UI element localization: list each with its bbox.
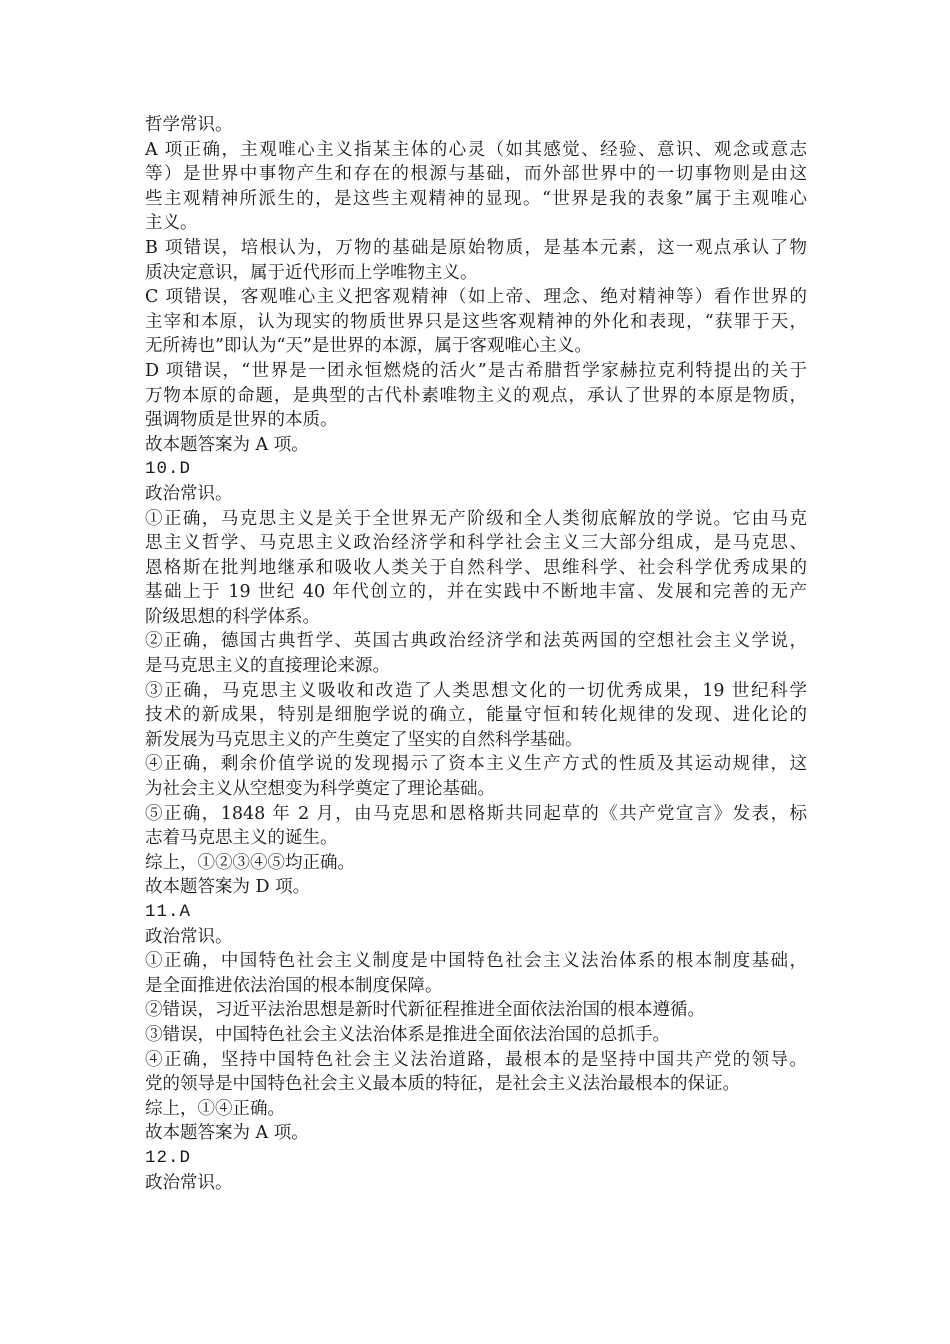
text-line: 志着马克思主义的诞生。	[145, 828, 338, 849]
paragraph	[145, 1171, 807, 1196]
paragraph	[145, 925, 807, 950]
text-line: A 项正确，主观唯心主义指某主体的心灵（如其感觉、经验、意识、观念或意志	[145, 139, 807, 160]
paragraph	[145, 851, 807, 876]
paragraph	[145, 998, 807, 1023]
text-line: 基础上于 19 世纪 40 年代创立的，并在实践中不断地丰富、发展和完善的无产	[145, 582, 807, 603]
question-number	[145, 900, 807, 925]
text-line: 故本题答案为 A 项。	[145, 434, 309, 455]
paragraph	[145, 1121, 807, 1146]
text-line: 是全面推进依法治国的根本制度保障。	[145, 975, 443, 996]
paragraph	[145, 113, 807, 138]
text-line: 强调物质是世界的本质。	[145, 410, 338, 431]
text-line: 质决定意识，属于近代形而上学唯物主义。	[145, 262, 478, 283]
text-line: 哲学常识。	[145, 115, 233, 135]
text-line: 综上，①④正确。	[145, 1098, 285, 1119]
text-line: ②正确，德国古典哲学、英国古典政治经济学和法英两国的空想社会主义学说，	[145, 631, 807, 652]
text-line: 思主义哲学、马克思主义政治经济学和科学社会主义三大部分组成，是马克思、	[145, 533, 807, 554]
text-line: 故本题答案为 D 项。	[145, 877, 311, 898]
text-line: ⑤正确，1848 年 2 月，由马克思和恩格斯共同起草的《共产党宣言》发表，标	[145, 803, 807, 824]
paragraph	[145, 875, 807, 900]
paragraph	[145, 433, 807, 458]
paragraph	[145, 629, 807, 678]
paragraph	[145, 359, 807, 433]
text-line: 11.A	[145, 902, 192, 922]
text-line: 阶级思想的科学体系。	[145, 606, 320, 627]
text-line: 万物本原的命题，是典型的古代朴素唯物主义的观点，承认了世界的本原是物质，	[145, 385, 807, 406]
paragraph	[145, 802, 807, 851]
text-line: ④正确，剩余价值学说的发现揭示了资本主义生产方式的性质及其运动规律，这	[145, 754, 807, 775]
paragraph	[145, 507, 807, 630]
paragraph	[145, 236, 807, 285]
text-line: 为社会主义从空想变为科学奠定了理论基础。	[145, 779, 495, 800]
text-line: 技术的新成果，特别是细胞学说的确立，能量守恒和转化规律的发现、进化论的	[145, 705, 807, 726]
text-line: ①正确，马克思主义是关于全世界无产阶级和全人类彻底解放的学说。它由马克	[145, 508, 807, 529]
text-line: 政治常识。	[145, 926, 233, 947]
text-line: 主宰和本原，认为现实的物质世界只是这些客观精神的外化和表现，“获罪于天，	[145, 311, 807, 332]
paragraph	[145, 1097, 807, 1122]
text-line: C 项错误，客观唯心主义把客观精神（如上帝、理念、绝对精神等）看作世界的	[145, 287, 807, 308]
text-line: 等）是世界中事物产生和存在的根源与基础，而外部世界中的一切事物则是由这	[145, 164, 807, 185]
text-line: 是马克思主义的直接理论来源。	[145, 656, 390, 677]
text-line: ②错误，习近平法治思想是新时代新征程推进全面依法治国的根本遵循。	[145, 1000, 705, 1021]
text-line: 无所祷也”即认为“天”是世界的本源，属于客观唯心主义。	[145, 336, 592, 357]
text-line: ①正确，中国特色社会主义制度是中国特色社会主义法治体系的根本制度基础，	[145, 951, 807, 972]
question-number	[145, 457, 807, 482]
paragraph	[145, 1048, 807, 1097]
text-line: 政治常识。	[145, 1172, 233, 1193]
paragraph	[145, 949, 807, 998]
text-line: 12.D	[145, 1147, 192, 1168]
paragraph	[145, 679, 807, 753]
text-line: 综上，①②③④⑤均正确。	[145, 852, 355, 873]
text-line: 党的领导是中国特色社会主义最本质的特征，是社会主义法治最根本的保证。	[145, 1074, 740, 1095]
paragraph	[145, 482, 807, 507]
text-line: D 项错误，“世界是一团永恒燃烧的活火”是古希腊哲学家赫拉克利特提出的关于	[145, 360, 807, 381]
text-line: 故本题答案为 A 项。	[145, 1123, 309, 1144]
text-line: ③正确，马克思主义吸收和改造了人类思想文化的一切优秀成果，19 世纪科学	[145, 680, 807, 701]
text-line: 10.D	[145, 459, 192, 480]
text-line: B 项错误，培根认为，万物的基础是原始物质，是基本元素，这一观点承认了物	[145, 237, 807, 258]
document-page	[145, 113, 807, 1195]
text-line: 恩格斯在批判地继承和吸收人类关于自然科学、思维科学、社会科学优秀成果的	[145, 557, 807, 578]
text-line: ③错误，中国特色社会主义法治体系是推进全面依法治国的总抓手。	[145, 1024, 670, 1045]
text-line: 主义。	[145, 213, 198, 234]
text-line: 政治常识。	[145, 483, 233, 504]
question-number	[145, 1146, 807, 1171]
paragraph	[145, 752, 807, 801]
text-line: 些主观精神所派生的，是这些主观精神的显现。“世界是我的表象”属于主观唯心	[145, 188, 807, 209]
paragraph	[145, 285, 807, 359]
text-line: ④正确，坚持中国特色社会主义法治道路，最根本的是坚持中国共产党的领导。	[145, 1049, 807, 1070]
text-line: 新发展为马克思主义的产生奠定了坚实的自然科学基础。	[145, 729, 583, 750]
paragraph	[145, 1023, 807, 1048]
paragraph	[145, 138, 807, 236]
